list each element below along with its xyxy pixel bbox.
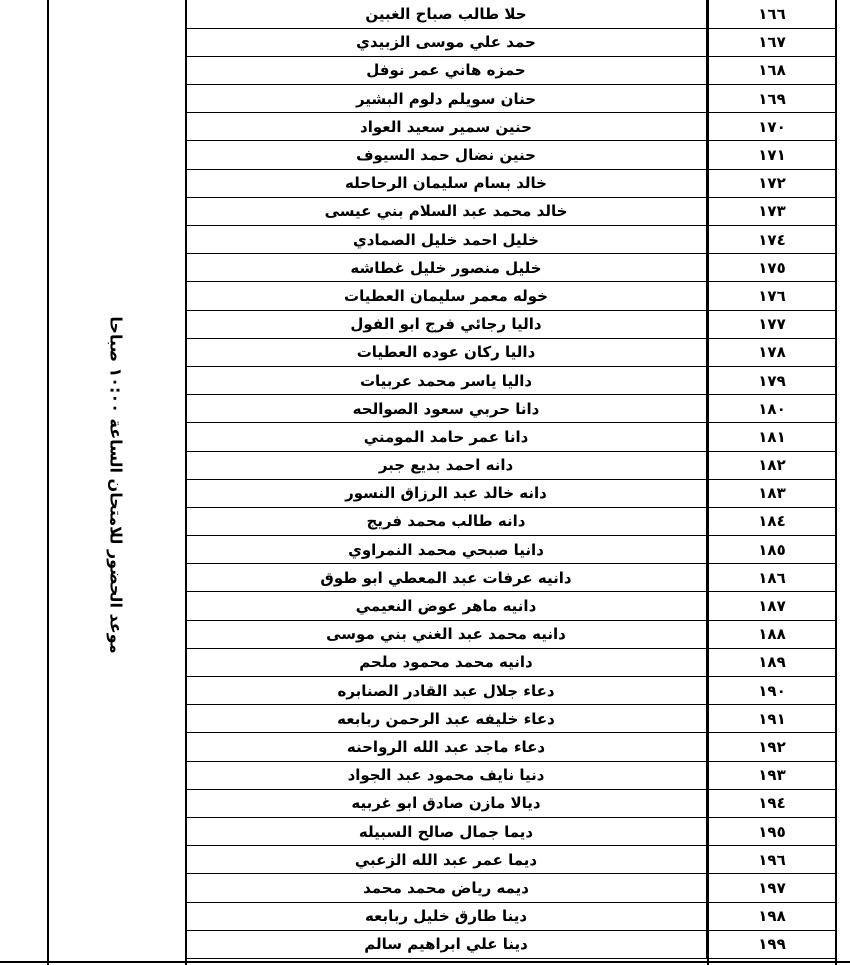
student-name: حلا طالب صباح الغبين: [186, 0, 707, 28]
table-row: [186, 761, 836, 789]
table-row: [186, 705, 836, 733]
row-number: ١٨٦: [707, 564, 836, 592]
table-row: [186, 479, 836, 507]
student-name: داليا ياسر محمد عربيات: [186, 366, 707, 394]
table-row: [186, 846, 836, 874]
row-number: ١٦٧: [707, 28, 836, 56]
row-number: ١٦٩: [707, 85, 836, 113]
student-name: خوله معمر سليمان العطيات: [186, 282, 707, 310]
table-row: [186, 56, 836, 84]
table-row: [186, 310, 836, 338]
student-name: خليل منصور خليل غطاشه: [186, 254, 707, 282]
row-number: ١٦٦: [707, 0, 836, 28]
row-number: ١٨٤: [707, 507, 836, 535]
student-name: دعاء جلال عبد القادر الصنابره: [186, 677, 707, 705]
row-number: ١٩٢: [707, 733, 836, 761]
bottom-border: [0, 961, 850, 963]
row-number: ١٧٧: [707, 310, 836, 338]
table-row: [186, 648, 836, 676]
row-number: ١٩٨: [707, 902, 836, 930]
student-name: حمزه هاني عمر نوفل: [186, 56, 707, 84]
row-number: ١٧٠: [707, 113, 836, 141]
row-number: ١٧١: [707, 141, 836, 169]
student-name: داليا ركان عوده العطيات: [186, 338, 707, 366]
row-number: ١٩٤: [707, 789, 836, 817]
student-name: حنان سويلم دلوم البشير: [186, 85, 707, 113]
table-row: [186, 85, 836, 113]
row-number: ١٨٩: [707, 648, 836, 676]
table-row: [186, 592, 836, 620]
table-row: [186, 113, 836, 141]
table-row: [186, 28, 836, 56]
exam-time-note: موعد الحضور للامتحان الساعة ١٠:٠٠ صباحا: [106, 316, 126, 654]
table-row: [186, 874, 836, 902]
table-row: [186, 536, 836, 564]
table-row: [186, 338, 836, 366]
student-name: ديما عمر عبد الله الزعبي: [186, 846, 707, 874]
row-number: ١٨٠: [707, 395, 836, 423]
student-name: دانيه محمد محمود ملحم: [186, 648, 707, 676]
row-number: ١٨٨: [707, 620, 836, 648]
student-name: دينا علي ابراهيم سالم: [186, 930, 707, 958]
table-row: [186, 902, 836, 930]
row-number: ١٩٥: [707, 817, 836, 845]
student-name: ديالا مازن صادق ابو غربيه: [186, 789, 707, 817]
row-number: ١٧٨: [707, 338, 836, 366]
student-name: داليا رجائي فرج ابو الفول: [186, 310, 707, 338]
student-name: دانيه محمد عبد الغني بني موسى: [186, 620, 707, 648]
row-number: ١٨١: [707, 423, 836, 451]
table-row: [186, 282, 836, 310]
row-number: ١٦٨: [707, 56, 836, 84]
row-number: ١٨٢: [707, 451, 836, 479]
student-name: دعاء خليفه عبد الرحمن ربابعه: [186, 705, 707, 733]
row-number: ١٨٧: [707, 592, 836, 620]
table-row: [186, 141, 836, 169]
student-name: ديمه رياض محمد محمد: [186, 874, 707, 902]
table-row: [186, 197, 836, 225]
student-name: ديما جمال صالح السبيله: [186, 817, 707, 845]
table-row: [186, 395, 836, 423]
table-row: [186, 564, 836, 592]
table-row: [186, 817, 836, 845]
table-row: [186, 226, 836, 254]
row-number: ١٩٧: [707, 874, 836, 902]
student-name: دانيا صبحي محمد النمراوي: [186, 536, 707, 564]
table-row: [186, 451, 836, 479]
student-name: دانا حربي سعود الصوالحه: [186, 395, 707, 423]
student-name: خالد بسام سليمان الرحاحله: [186, 169, 707, 197]
student-name: دعاء ماجد عبد الله الرواحنه: [186, 733, 707, 761]
student-name: دنيا نايف محمود عبد الجواد: [186, 761, 707, 789]
row-number: ١٩٩: [707, 930, 836, 958]
student-name: دينا طارق خليل ربابعه: [186, 902, 707, 930]
student-name: دانه احمد بديع جبر: [186, 451, 707, 479]
row-number: ١٩٠: [707, 677, 836, 705]
table-row: [186, 930, 836, 958]
student-name: حنين سمير سعيد العواد: [186, 113, 707, 141]
student-name: دانيه عرفات عبد المعطي ابو طوق: [186, 564, 707, 592]
student-name: خليل احمد خليل الصمادي: [186, 226, 707, 254]
row-number: ١٧٢: [707, 169, 836, 197]
table-row: [186, 620, 836, 648]
row-number: ١٩١: [707, 705, 836, 733]
table-row: [186, 507, 836, 535]
student-name: حمد علي موسى الزبيدي: [186, 28, 707, 56]
row-number: ١٨٥: [707, 536, 836, 564]
table-row: [186, 677, 836, 705]
row-number: ١٧٩: [707, 366, 836, 394]
table-row: [186, 366, 836, 394]
table-row: [186, 733, 836, 761]
student-name: دانه طالب محمد فريج: [186, 507, 707, 535]
table-row: [186, 423, 836, 451]
row-number: ١٩٦: [707, 846, 836, 874]
row-number: ١٧٦: [707, 282, 836, 310]
table-row: [186, 0, 836, 28]
student-name: دانيه ماهر عوض النعيمي: [186, 592, 707, 620]
table-row: [186, 789, 836, 817]
student-name: حنين نضال حمد السيوف: [186, 141, 707, 169]
table-row: [186, 169, 836, 197]
student-list-table: [186, 0, 836, 959]
row-number: ١٧٥: [707, 254, 836, 282]
student-name: دانا عمر حامد المومني: [186, 423, 707, 451]
row-number: ١٩٣: [707, 761, 836, 789]
row-number: ١٨٣: [707, 479, 836, 507]
student-name: دانه خالد عبد الرزاق النسور: [186, 479, 707, 507]
table-row: [186, 254, 836, 282]
row-number: ١٧٣: [707, 197, 836, 225]
row-number: ١٧٤: [707, 226, 836, 254]
student-name: خالد محمد عبد السلام بني عيسى: [186, 197, 707, 225]
exam-time-note-cell: [47, 0, 185, 965]
